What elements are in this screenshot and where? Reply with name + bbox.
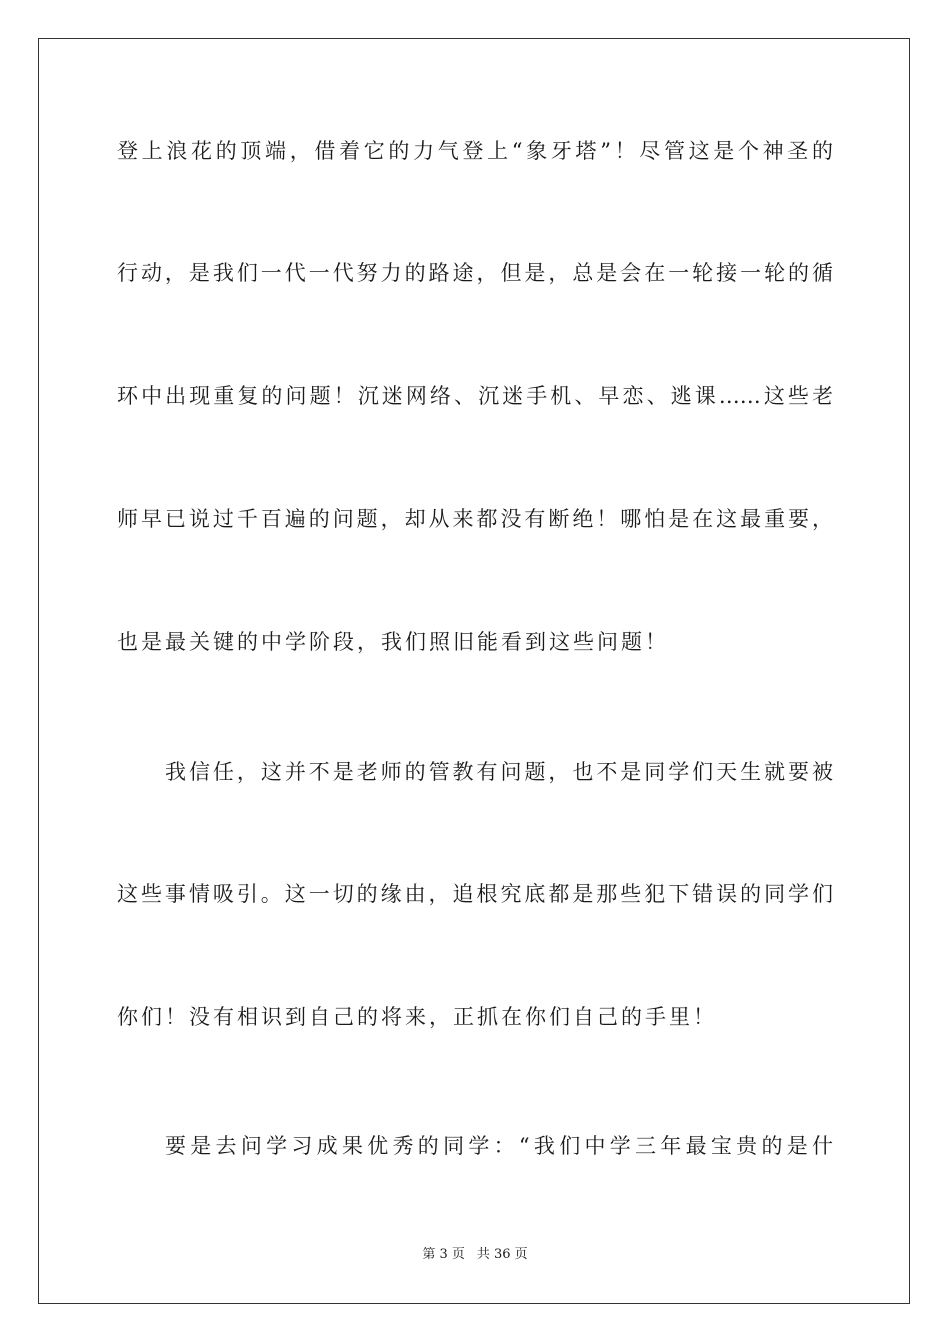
text-line-6: 我信任，这并不是老师的管教有问题，也不是同学们天生就要被 — [165, 760, 833, 784]
page-number: 第 3 页 — [422, 1247, 465, 1262]
text-line-2: 行动，是我们一代一代努力的路途，但是，总是会在一轮接一轮的循 — [117, 261, 833, 285]
page-frame — [38, 38, 910, 1304]
text-line-3: 环中出现重复的问题！沉迷网络、沉迷手机、早恋、逃课……这些老 — [117, 384, 833, 408]
text-line-4: 师早已说过千百遍的问题，却从来都没有断绝！哪怕是在这最重要， — [117, 507, 833, 531]
text-line-1: 登上浪花的顶端，借着它的力气登上“象牙塔”！尽管这是个神圣的 — [117, 139, 833, 163]
text-line-7: 这些事情吸引。这一切的缘由，追根究底都是那些犯下错误的同学们 — [117, 882, 833, 906]
text-line-5: 也是最关键的中学阶段，我们照旧能看到这些问题！ — [117, 630, 669, 654]
page-footer — [0, 1246, 950, 1264]
text-line-9: 要是去问学习成果优秀的同学：“我们中学三年最宝贵的是什 — [165, 1134, 833, 1158]
total-pages: 共 36 页 — [476, 1247, 528, 1262]
text-line-8: 你们！没有相识到自己的将来，正抓在你们自己的手里！ — [117, 1005, 717, 1029]
